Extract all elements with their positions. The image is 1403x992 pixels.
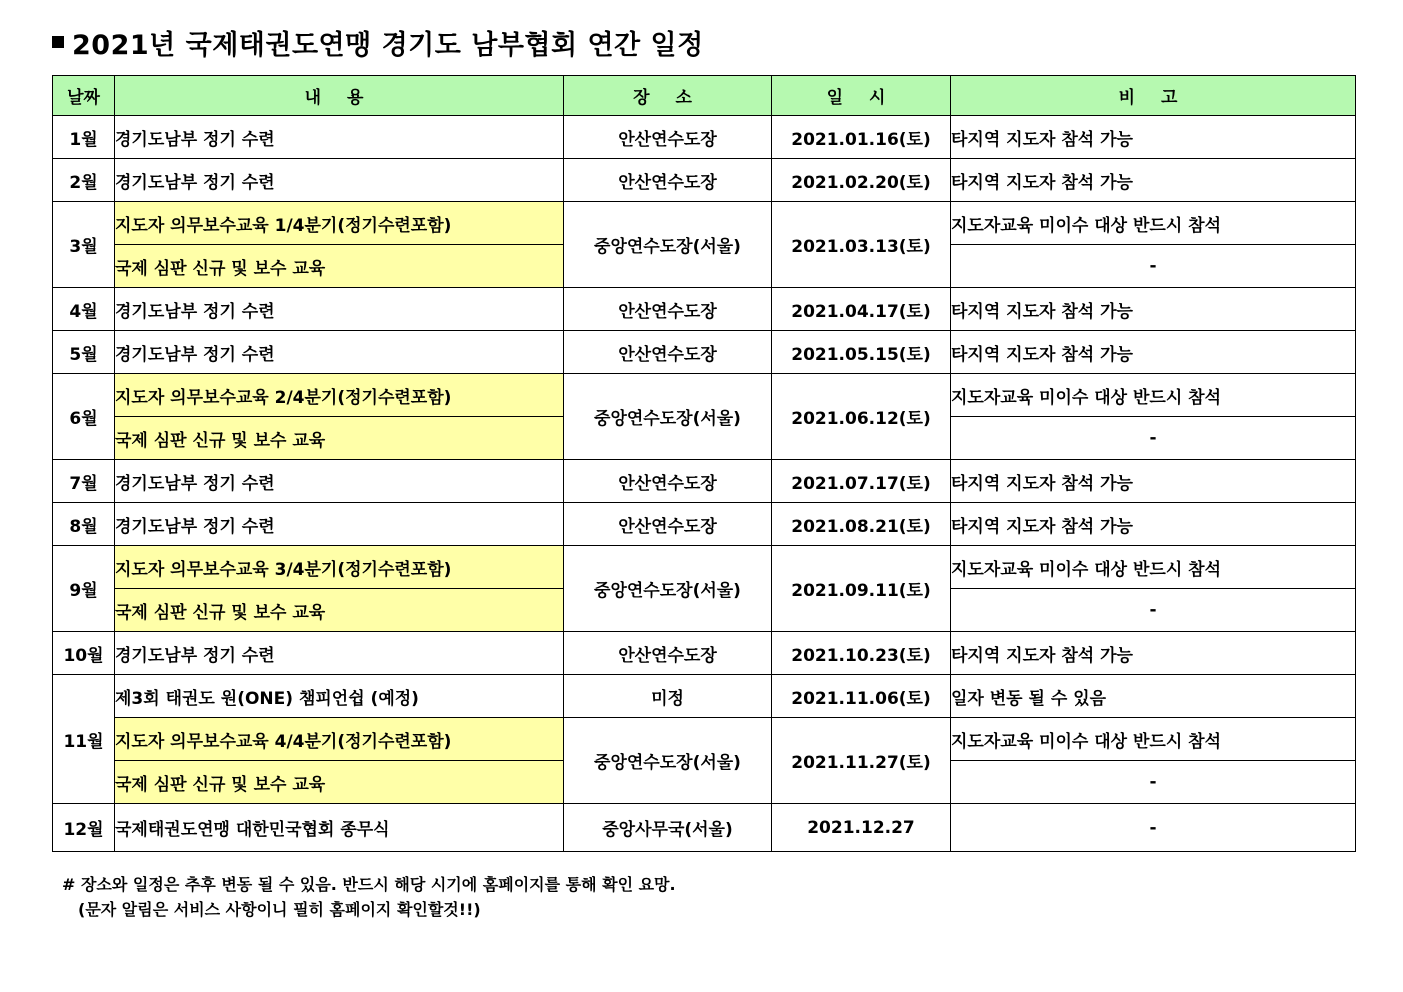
header-place: 장 소 (564, 76, 772, 116)
note-cell: 지도자교육 미이수 대상 반드시 참석 (951, 202, 1356, 245)
month-cell: 8월 (53, 503, 115, 546)
note-cell: - (951, 245, 1356, 288)
date-cell: 2021.10.23(토) (772, 632, 951, 675)
table-row (53, 503, 1356, 546)
month-cell: 1월 (53, 116, 115, 159)
content-cell: 경기도남부 정기 수련 (115, 159, 564, 202)
note-cell: 타지역 지도자 참석 가능 (951, 159, 1356, 202)
month-cell: 10월 (53, 632, 115, 675)
page-title (52, 22, 704, 62)
month-cell: 12월 (53, 804, 115, 852)
footer-notes (62, 872, 676, 922)
place-cell: 안산연수도장 (564, 460, 772, 503)
page-title-text: 2021년 국제태권도연맹 경기도 남부협회 연간 일정 (72, 29, 704, 61)
table-row (53, 804, 1356, 852)
date-cell: 2021.08.21(토) (772, 503, 951, 546)
content-cell: 경기도남부 정기 수련 (115, 116, 564, 159)
note-cell: 타지역 지도자 참석 가능 (951, 116, 1356, 159)
place-cell: 안산연수도장 (564, 159, 772, 202)
place-cell: 안산연수도장 (564, 116, 772, 159)
content-cell: 지도자 의무보수교육 4/4분기(정기수련포함) (115, 718, 564, 761)
date-cell: 2021.09.11(토) (772, 546, 951, 632)
header-date: 날짜 (53, 76, 115, 116)
table-row (53, 460, 1356, 503)
month-cell: 4월 (53, 288, 115, 331)
header-day: 일 시 (772, 76, 951, 116)
place-cell: 중앙연수도장(서울) (564, 202, 772, 288)
date-cell: 2021.04.17(토) (772, 288, 951, 331)
place-cell: 안산연수도장 (564, 288, 772, 331)
date-cell: 2021.12.27 (772, 804, 951, 852)
date-cell: 2021.02.20(토) (772, 159, 951, 202)
table-row (53, 374, 1356, 417)
header-note: 비 고 (951, 76, 1356, 116)
table-row (53, 202, 1356, 245)
note-cell: 타지역 지도자 참석 가능 (951, 503, 1356, 546)
note-cell: - (951, 417, 1356, 460)
content-cell: 제3회 태권도 원(ONE) 챔피언쉽 (예정) (115, 675, 564, 718)
month-cell: 5월 (53, 331, 115, 374)
place-cell: 중앙연수도장(서울) (564, 546, 772, 632)
footer-note-1: # 장소와 일정은 추후 변동 될 수 있음. 반드시 해당 시기에 홈페이지를 통해 확인 요망. (62, 875, 676, 894)
content-cell: 국제 심판 신규 및 보수 교육 (115, 417, 564, 460)
place-cell: 안산연수도장 (564, 331, 772, 374)
place-cell: 중앙연수도장(서울) (564, 374, 772, 460)
schedule-table (52, 75, 1356, 852)
month-cell: 3월 (53, 202, 115, 288)
month-cell: 6월 (53, 374, 115, 460)
content-cell: 경기도남부 정기 수련 (115, 331, 564, 374)
date-cell: 2021.07.17(토) (772, 460, 951, 503)
note-cell: - (951, 589, 1356, 632)
content-cell: 경기도남부 정기 수련 (115, 288, 564, 331)
month-cell: 7월 (53, 460, 115, 503)
content-cell: 지도자 의무보수교육 2/4분기(정기수련포함) (115, 374, 564, 417)
note-cell: 타지역 지도자 참석 가능 (951, 331, 1356, 374)
table-row (53, 116, 1356, 159)
date-cell: 2021.06.12(토) (772, 374, 951, 460)
note-cell: 일자 변동 될 수 있음 (951, 675, 1356, 718)
place-cell: 중앙연수도장(서울) (564, 718, 772, 804)
date-cell: 2021.03.13(토) (772, 202, 951, 288)
note-cell: 타지역 지도자 참석 가능 (951, 632, 1356, 675)
header-content: 내 용 (115, 76, 564, 116)
content-cell: 국제 심판 신규 및 보수 교육 (115, 245, 564, 288)
table-row (53, 546, 1356, 589)
table-row (53, 159, 1356, 202)
content-cell: 지도자 의무보수교육 3/4분기(정기수련포함) (115, 546, 564, 589)
content-cell: 경기도남부 정기 수련 (115, 503, 564, 546)
note-cell: 타지역 지도자 참석 가능 (951, 460, 1356, 503)
month-cell: 2월 (53, 159, 115, 202)
square-bullet-icon (52, 36, 64, 48)
table-row (53, 675, 1356, 718)
content-cell: 지도자 의무보수교육 1/4분기(정기수련포함) (115, 202, 564, 245)
month-cell: 9월 (53, 546, 115, 632)
content-cell: 경기도남부 정기 수련 (115, 632, 564, 675)
content-cell: 국제 심판 신규 및 보수 교육 (115, 589, 564, 632)
content-cell: 국제 심판 신규 및 보수 교육 (115, 761, 564, 804)
footer-note-2: (문자 알림은 서비스 사항이니 필히 홈페이지 확인할것!!) (78, 900, 481, 919)
date-cell: 2021.11.06(토) (772, 675, 951, 718)
month-cell: 11월 (53, 675, 115, 804)
note-cell: 지도자교육 미이수 대상 반드시 참석 (951, 718, 1356, 761)
place-cell: 중앙사무국(서울) (564, 804, 772, 852)
table-header-row (53, 76, 1356, 116)
note-cell: 타지역 지도자 참석 가능 (951, 288, 1356, 331)
table-row (53, 718, 1356, 761)
place-cell: 안산연수도장 (564, 632, 772, 675)
table-row (53, 288, 1356, 331)
content-cell: 국제태권도연맹 대한민국협회 종무식 (115, 804, 564, 852)
table-row (53, 632, 1356, 675)
note-cell: 지도자교육 미이수 대상 반드시 참석 (951, 546, 1356, 589)
note-cell: - (951, 761, 1356, 804)
content-cell: 경기도남부 정기 수련 (115, 460, 564, 503)
note-cell: - (951, 804, 1356, 852)
date-cell: 2021.11.27(토) (772, 718, 951, 804)
place-cell: 미정 (564, 675, 772, 718)
date-cell: 2021.01.16(토) (772, 116, 951, 159)
date-cell: 2021.05.15(토) (772, 331, 951, 374)
place-cell: 안산연수도장 (564, 503, 772, 546)
note-cell: 지도자교육 미이수 대상 반드시 참석 (951, 374, 1356, 417)
table-row (53, 331, 1356, 374)
